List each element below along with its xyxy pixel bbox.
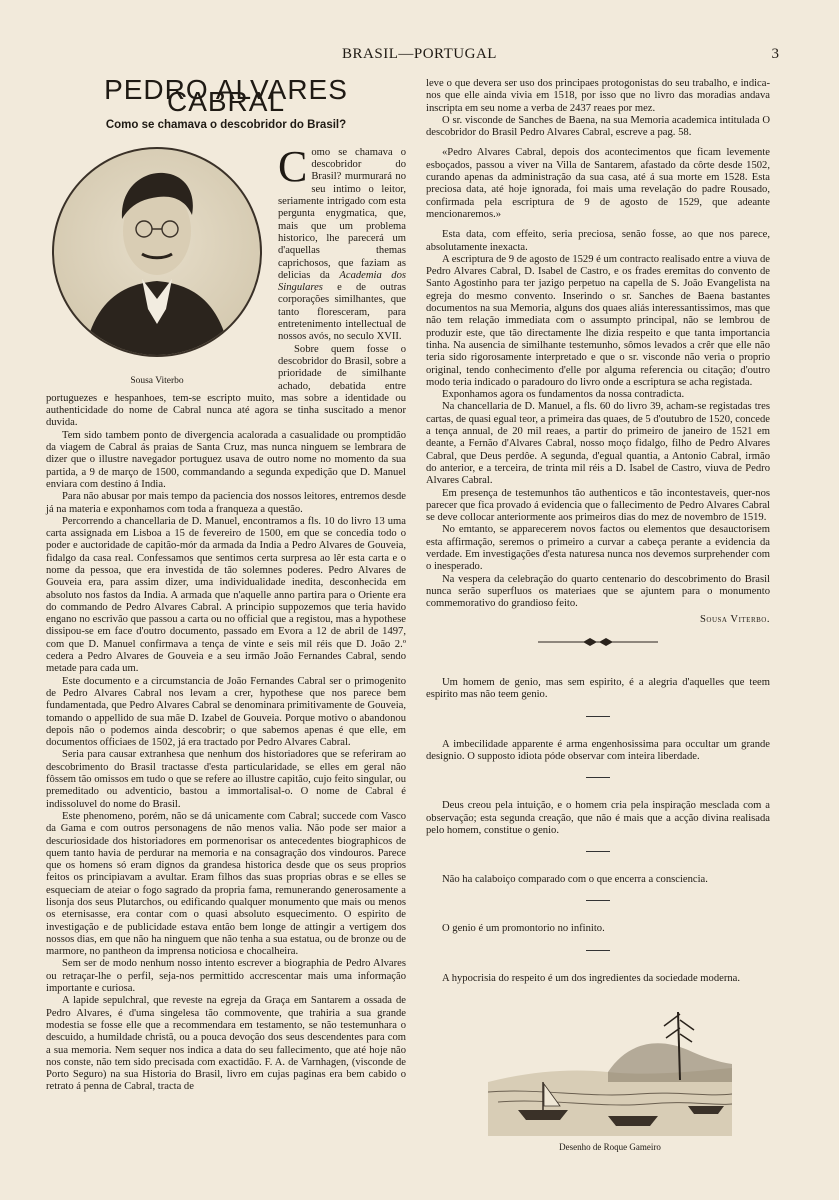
maxim: A imbecilidade apparente é arma engenhosissima para occultar um grande designio. O supposto idiota póde observar com inteira liberdade. xyxy=(426,738,770,762)
body-paragraph: Este documento e a circumstancia de João Fernandes Cabral ser o primogenito de Pedro Alvares Cabral nos levam a crer, hypothese que nos parece bem fundamentada, que Pedro Alvares Cabral se denominara primitivamente de Gouveia, tomando o appellido de sua mãe D. Izabel de Gouveia. Porque motivo o abandonou depois não o podemos ainda descobrir; o que sabemos apenas é que elle, em documentos officiaes de 1502, já era tractado por Pedro Alvares Cabral. xyxy=(46,675,406,749)
ornament-icon xyxy=(538,637,658,647)
maxim: Deus creou pela intuição, e o homem cria pela inspiração mesclada com a observação; esta segunda creação, que não é mais que a acção divina realisada pelo homem, constitue o genio. xyxy=(426,800,770,836)
body-paragraph: O sr. visconde de Sanches de Baena, na sua Memoria academica intitulada O descobridor do Brasil Pedro Alvares Cabral, escreve a pag. 58. xyxy=(426,114,770,139)
body-paragraph: Sobre quem fosse o descobridor do Brasil, sobre a prioridade de similhante achado, debatida entre portuguezes e hespanhoes, tem-se escripto muito, mas sobre a identidade ou authenticidade do nome de Cabral nunca até agora se tinha suscitado a menor duvida. xyxy=(46,343,406,429)
body-paragraph: Exponhamos agora os fundamentos da nossa contradicta. xyxy=(442,389,685,401)
page-number: 3 xyxy=(771,46,779,62)
intro-text: omo se chamava o descobridor do Brasil? murmurará no seu intimo o leitor, seriamente intrigado com esta pergunta enygmatica, que, mais que um problema historico, lhe parecerá um d'aquellas themas caprichosos, que faziam as delicias da xyxy=(278,146,406,281)
body-paragraph: leve o que devera ser uso dos principaes protogonistas do seu trabalho, e indica-nos que elle ainda vivia em 1518, por isso que no livro das moradias andava inscripta em seu nome a verba de 2437 reaes por mez. xyxy=(426,78,770,114)
ornament-divider xyxy=(426,637,770,651)
body-paragraph: Em presença de testemunhos tão authenticos e tão incontestaveis, quer-nos parecer que fica provado á evidencia que o fallecimento de Pedro Alvares Cabral se deve collocar anteriormente aos primeiros dias do mez de novembro de 1519. xyxy=(426,487,770,524)
body-paragraph: A lapide sepulchral, que reveste na egreja da Graça em Santarem a ossada de Pedro Alvares, é d'uma singelesa tão commovente, que trahiria a sua grande modestia se fosse elle que a recommendara em testamento, se não testemunhara o descuido, a humildade christã, ou a pouca devoção dos seus descendentes para com a sua memoria. Nem sequer nos indica a data do seu fallecimento, que até hoje não nos conste, não tem sido precisada com exactidão. F. A. de Varnhagen, (visconde de Porto Seguro) na sua Historia do Brasil, livro em cujas paginas era bem cabido o retrato á penna de Cabral, tracta de xyxy=(46,995,406,1093)
portrait-caption: Sousa Viterbo xyxy=(130,375,184,386)
body-paragraph: Para não abusar por mais tempo da paciencia dos nossos leitores, entremos desde já na materia e exponhamos com toda a franqueza a questão. xyxy=(46,491,406,515)
rule-divider xyxy=(586,851,610,852)
rule-divider xyxy=(586,716,610,717)
running-head: BRASIL—PORTUGAL xyxy=(342,46,497,62)
maxim: O genio é um promontorio no infinito. xyxy=(442,923,605,935)
body-paragraph: No emtanto, se apparecerem novos factos ou elementos que desauctorisem esta affirmação, seremos o primeiro a curvar a cabeça perante a evidencia da verdade. Em investigações d'esta naturesa nunca nos devemos surprehender com o inesperado. xyxy=(426,524,770,573)
body-paragraph: Sem ser de modo nenhum nosso intento escrever a biographia de Pedro Alvares ou retraçar-lhe o perfil, seja-nos permittido accrescentar mais uma informação importante e curiosa. xyxy=(46,958,406,995)
article-subtitle: Como se chamava o descobridor do Brasil? xyxy=(105,118,347,131)
body-paragraph: Na vespera da celebração do quarto centenario do descobrimento do Brasil nunca serão superfluos os materiaes que se ajuntem para o monumento commemorativo do grandioso feito. xyxy=(426,573,770,610)
rule-divider xyxy=(586,777,610,778)
maxim: Um homem de genio, mas sem espirito, é a alegria d'aquelles que teem espirito mas não teem genio. xyxy=(426,677,770,701)
body-paragraph: A escriptura de 9 de agosto de 1529 é um contracto realisado entre a viuva de Pedro Alvares Cabral, D. Isabel de Castro, e os frades eremitas do convento de Santo Agostinho para ter jazigo perpetuo na capella de S. João Evangelista na egreja do mesmo convento. Inserindo o sr. Sanches de Baena bastantes documentos na sua Memoria, alguns dos quaes aliás interessantissimos, mas que não tem relação immediata com o assumpto principal, não se lembrou de produzir este, que tão directamente lhe dizia respeito e que tanta importancia tinha. Na ausencia de similhante testemunho, sômos levados a crêr que elle não teria sido rigorosamente interpretado e que o sr. visconde não veria o proprio original, tendo conhecimento d'elle por alguma referencia ou citação; d'outro modo teria indicado o paradouro do livro onde a escriptura se acha registada. xyxy=(426,253,770,388)
portrait-image xyxy=(52,147,262,357)
portrait-drawing xyxy=(54,149,260,355)
illustration-caption: Desenho de Roque Gameiro xyxy=(559,1142,661,1152)
right-column xyxy=(426,78,770,985)
body-paragraph: Na chancellaria de D. Manuel, a fls. 60 do livro 39, acham-se registadas tres cartas, de quasi egual teor, a primeira das quaes, de 5 d'outubro de 1520, concede a tença annual, de 20 mil reaes, a partir do primeiro de janeiro de 1521 em deante, a Fernão d'Alvares Cabral, nosso moço fidalgo, filho de Pedro Alvares Cabral, que Deus perdôe. A segunda, d'egual quantia, a Antonio Cabral, irmão do anterior, e a terceira, de trinta mil réis a D. Isabel de Castro, viuva de Pedro Alvares Cabral. xyxy=(426,401,770,487)
portrait-figure xyxy=(46,147,268,387)
article-title: PEDRO ALVARES CABRAL xyxy=(104,74,348,118)
harbour-illustration xyxy=(488,1002,732,1136)
harbour-drawing xyxy=(488,1002,732,1136)
intro-italic: Academia dos Singulares xyxy=(278,269,407,294)
author-signature: Sousa Viterbo. xyxy=(700,614,770,626)
intro-text-end: e de outras corporações similhantes, que tanto floresceram, para entretenimento intellectual de nossos avós, no seculo XVII. xyxy=(278,282,406,343)
rule-divider xyxy=(586,950,610,951)
drop-cap: C xyxy=(278,141,308,191)
body-paragraph: Percorrendo a chancellaria de D. Manuel, encontramos a fls. 10 do livro 13 uma carta assignada em Lisboa a 15 de fevereiro de 1500, em que se concedia todo o poder e auctoridade de capitão-mór da armada da India a Pedro Alvares de Gouveia, fidalgo da casa real. Confessamos que sentimos certa surpresa ao lêr esta carta e o nome da pessoa, que era investida de tão solemnes poderes. Pedro Alvares de Gouveia era, para assim dizer, uma individualidade inedita, desconhecida em absoluto nos fastos da India. A armada que n'aquelle anno partira para o Oriente era do commando de Pedro Alvares Cabral. A principio suppozemos que teria havido engano no escrivão que passou a carta ou no official que a registou, mas a hypothese dissipou-se em face d'outro documento, passado em Evora a 12 de abril de 1497, com que D. Manuel confirmava a tença de vinte e seis mil réis que D. João 2.º cedera a Pedro Alvares de Gouveia e a seu irmão João Fernandes Cabral, sendo metade para cada um. xyxy=(46,515,406,675)
maxim: A hypocrisia do respeito é um dos ingredientes da sociedade moderna. xyxy=(442,972,741,984)
quote-paragraph: «Pedro Alvares Cabral, depois dos acontecimentos que ficam levemente esboçados, passou a viver na Villa de Santarem, afastado da côrte desde 1502, curando apenas da administração da sua casa, até á sua morte em 1528. Esta preciosa data, até hoje ignorada, foi mais uma revelação do padre Rousado, confirmada pela escriptura de 9 de agosto de 1529, que adeante mencionaremos.» xyxy=(426,147,770,220)
left-column xyxy=(46,74,407,1094)
body-paragraph: Este phenomeno, porém, não se dá unicamente com Cabral; succede com Vasco da Gama e com outros personagens de não menos valia. Não pode ser maior a descuriosidade dos historiadores em pormenorisar os antecedentes biographicos de quem tanto havia de perdurar na memoria e na consagração dos vindouros. Parece que os homens só eram dignos da grandesa historica desde que os seus proprios feitos os principiavam a avultar. Eram filhos das suas proprias obras e se elles se esqueciam de ateiar o fogo sagrado da propria fama, remunerando generosamente a lisonja dos seus Plutarchos, ou edificando qualquer monumento que mais ou menos os eternisasse, era contar com o quasi absoluto esquecimento. O espirito de investigação e de publicidade estava então bem longe de attingir a vertigem dos nossos dias, em que não ha ninguem que não tenha a sua estatua, ou de bronze ou de marmore, no pantheon da imprensa noticiosa e chocalheira. xyxy=(46,810,406,958)
rule-divider xyxy=(586,900,610,901)
body-paragraph: Tem sido tambem ponto de divergencia acalorada a casualidade ou promptidão da viagem de Cabral ás praias de Santa Cruz, mas nunca ninguem se lembrara de dizer que o illustre navegador portuguez usava de outro nome no momento da sua partida, a 9 de março de 1500, commandando a segunda expedição que D. Manuel enviara com destino á India. xyxy=(46,429,406,490)
body-paragraph: Seria para causar extranhesa que nenhum dos historiadores que se referiram ao descobrimento do Brasil tractasse d'esta particularidade, se elles em geral não fôssem tão omissos em tudo o que se refere ao illustre capitão, cujo feito singular, ou premeditado ou adventicio, bastou a immortalisal-o. O nome de Cabral é indissoluvel do nome do Brasil. xyxy=(46,749,406,810)
maxim: Não ha calaboiço comparado com o que encerra a consciencia. xyxy=(442,874,708,886)
body-paragraph: Esta data, com effeito, seria preciosa, senão fosse, ao que nos parece, absolutamente inexacta. xyxy=(426,229,770,253)
